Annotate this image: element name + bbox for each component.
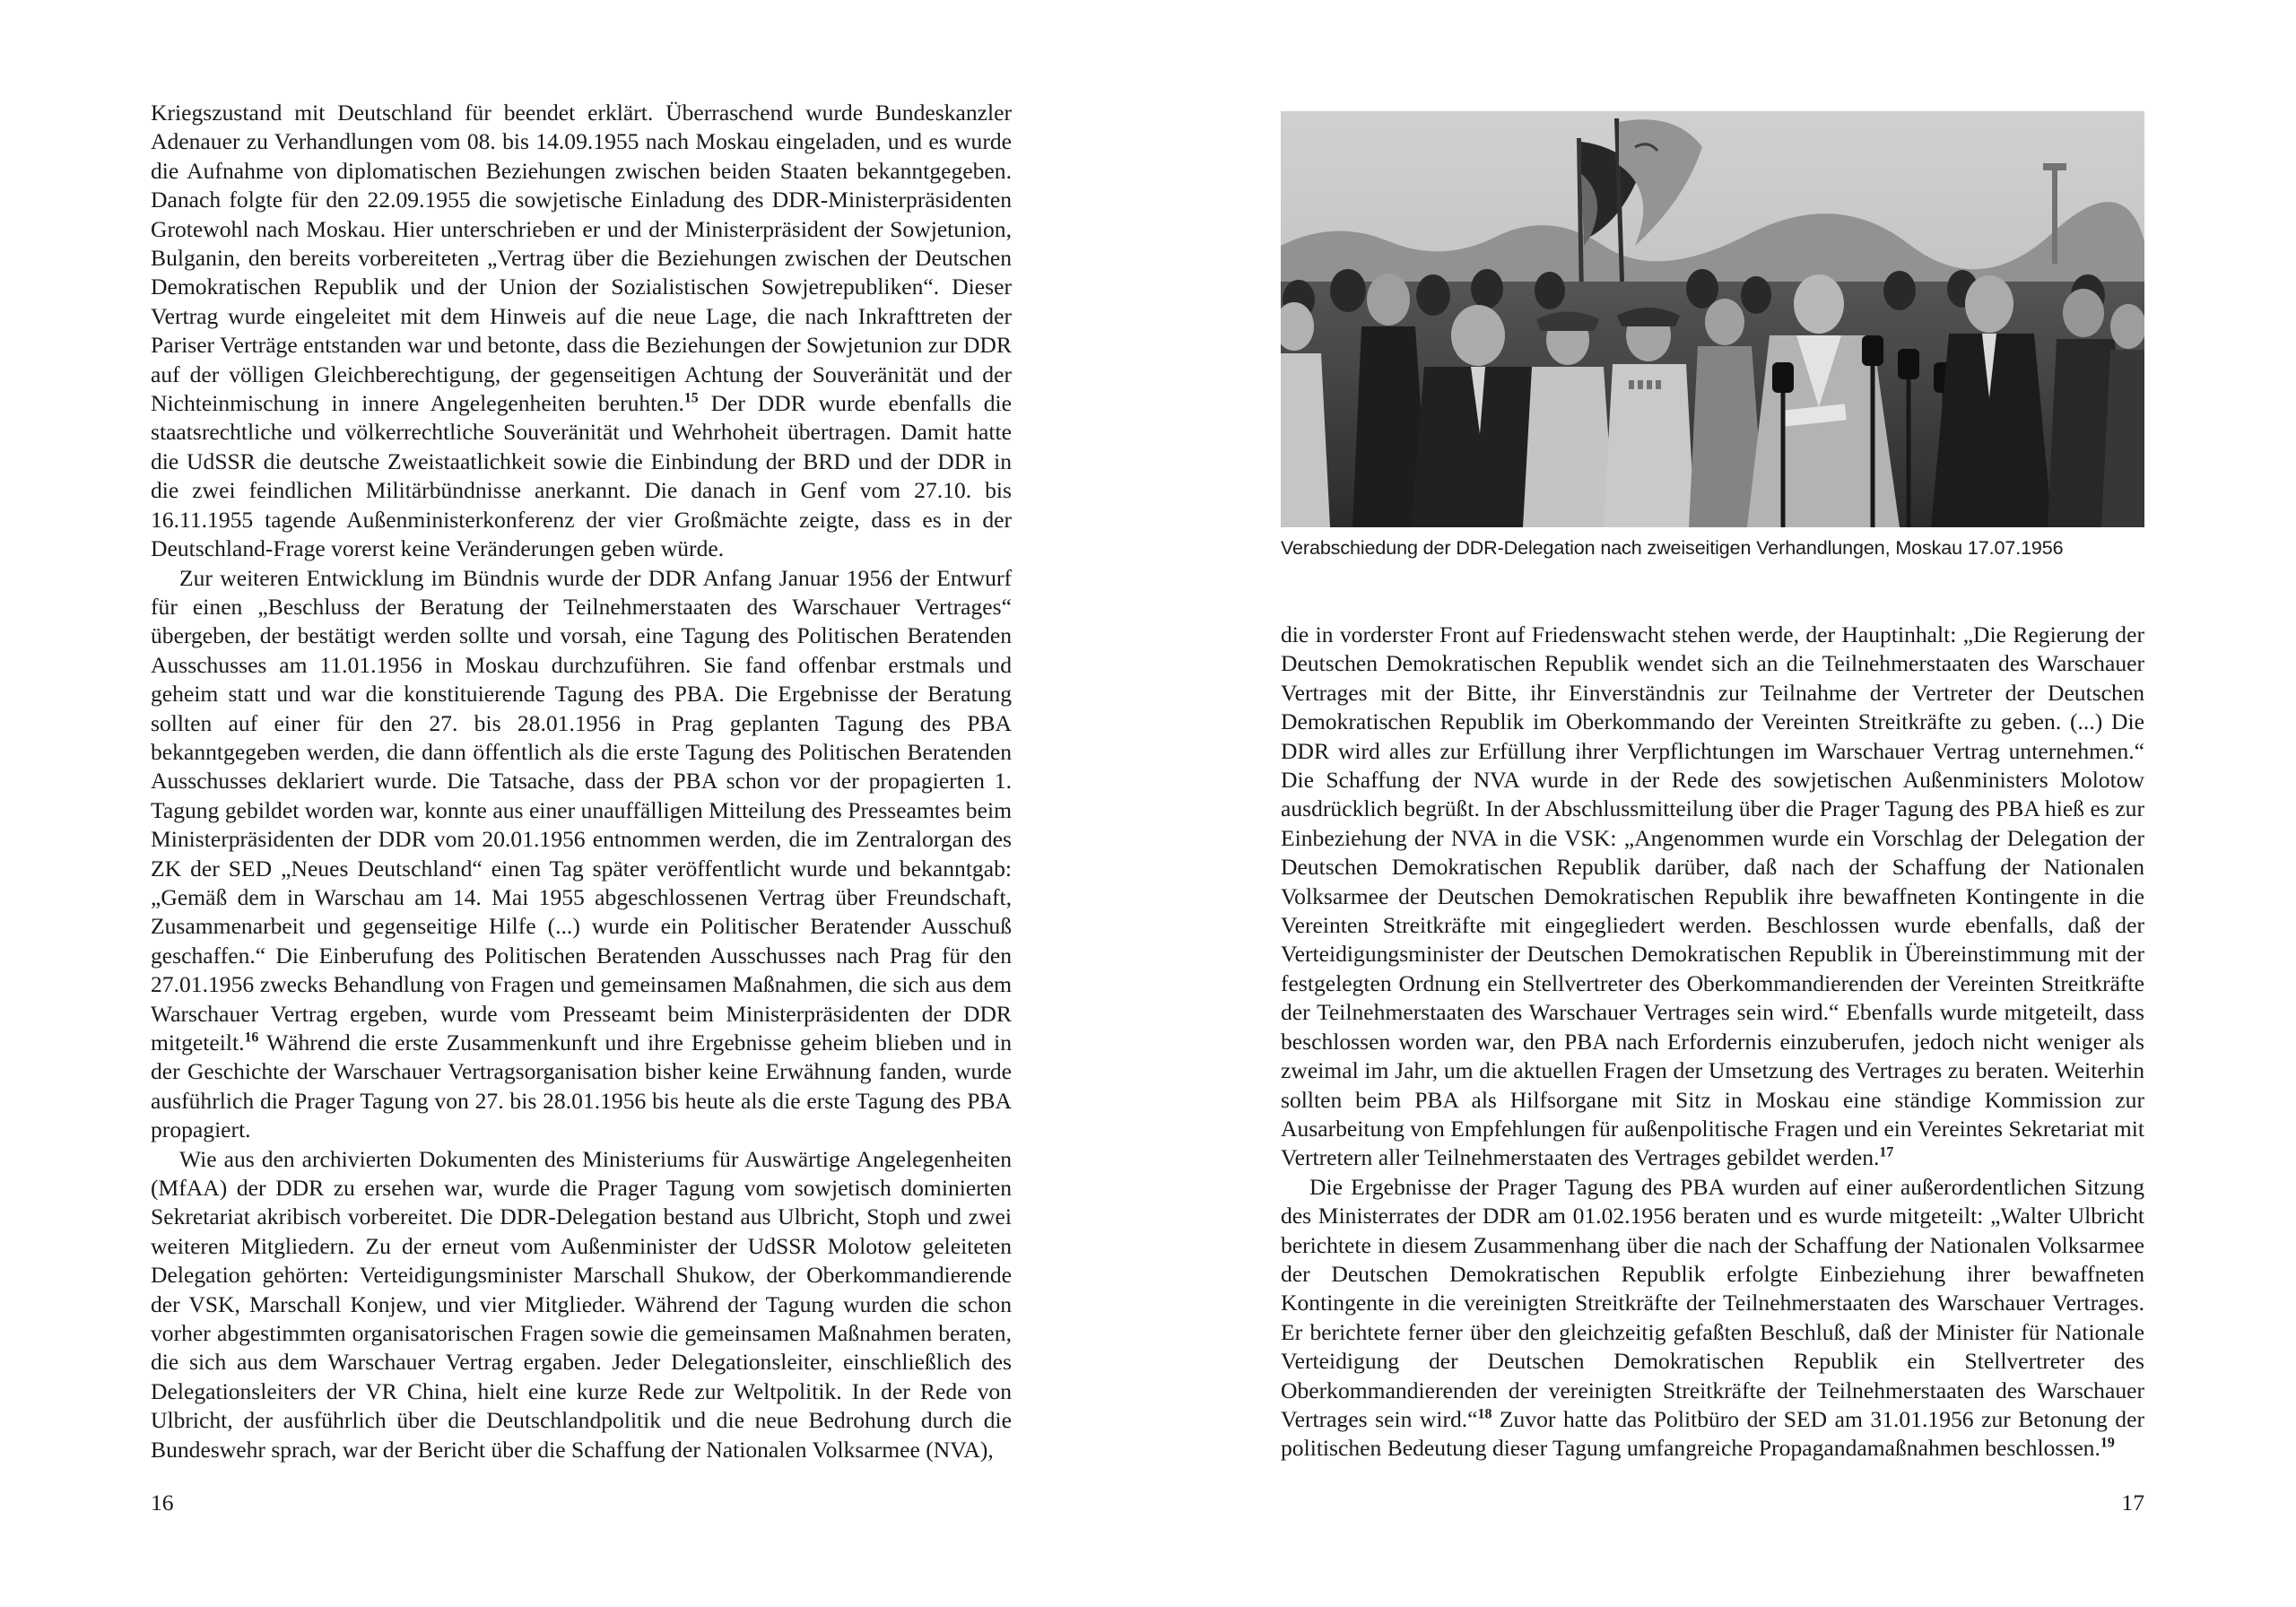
page-number-right: 17 [2121,1490,2144,1516]
footnote-marker-15[interactable]: 15 [683,390,699,406]
footnote-marker-19[interactable]: 19 [2100,1435,2115,1451]
footnote-marker-17[interactable]: 17 [1879,1144,1894,1160]
left-paragraph-3: Wie aus den archivierten Dokumenten des Ministeriums für Auswärtige Angelegenheiten (MfAA) der DDR zu ersehen war, wurde die Prager Tagung vom sowjetisch dominierten Sekretariat akribisch vorbereitet. Die DDR-Delegation bestand aus Ulbricht, Stoph und zwei weiteren Mitgliedern. Zu der erneut vom Außenminister der UdSSR Molotow geleiteten Delegation gehörten: Verteidigungsminister Marschall Shukow, der Oberkommandierende der VSK, Marschall Konjew, und vier Mitglieder. Während der Tagung wurden die schon vorher abgestimmten organisatorischen Fragen sowie die gemeinsamen Maßnahmen beraten, die sich aus dem Warschauer Vertrag ergaben. Jeder Delegationsleiter, einschließlich des Delegationsleiters der VR China, hielt eine kurze Rede zur Weltpolitik. In der Rede von Ulbricht, der ausführlich über die Deutschlandpolitik und die neue Bedrohung durch die Bundeswehr sprach, war der Bericht über die Schaffung der Nationalen Volksarmee (NVA), [151,1145,1012,1463]
delegation-photo-illustration [1281,111,2144,527]
left-paragraph-1 [151,99,1012,564]
footnote-marker-18[interactable]: 18 [1477,1406,1492,1422]
left-page [151,0,1012,1607]
right-page [1281,0,2144,1607]
footnote-marker-16[interactable]: 16 [244,1029,259,1046]
delegation-photo [1281,111,2144,527]
right-paragraph-1 [1281,621,2144,1173]
left-paragraph-2-continuation: Während die erste Zusammenkunft und ihre Ergebnisse geheim blieben und in der Geschichte der Warschauer Vertragsorganisation bisher keine Erwähnung fanden, wurde ausführlich die Prager Tagung von 27. bis 28.01.1956 bis heute als die erste Tagung des PBA propagiert. [151,1029,1012,1143]
right-paragraph-2 [1281,1173,2144,1464]
left-paragraph-2-text: Zur weiteren Entwicklung im Bündnis wurde der DDR Anfang Januar 1956 der Entwurf für einen „Beschluss der Beratung der Teilnehmerstaaten des Warschauer Vertrages“ übergeben, der bestätigt werden sollte und vorsah, eine Tagung des Politischen Beratenden Ausschusses am 11.01.1956 in Moskau durchzuführen. Sie fand offenbar erstmals und geheim statt und war die konstituierende Tagung des PBA. Die Ergebnisse der Beratung sollten auf einer für den 27. bis 28.01.1956 in Prag geplanten Tagung des PBA bekanntgegeben werden, die dann öffentlich als die erste Tagung des Politischen Beratenden Ausschusses deklariert wurde. Die Tatsache, dass der PBA schon vor der propagierten 1. Tagung gebildet worden war, konnte aus einer unauffälligen Mitteilung des Presseamtes beim Ministerpräsidenten der DDR vom 20.01.1956 entnommen werden, die im Zentralorgan des ZK der SED „Neues Deutschland“ einen Tag später veröffentlicht wurde und bekanntgab: „Gemäß dem in Warschau am 14. Mai 1955 abgeschlossenen Vertrag über Freundschaft, Zusammenarbeit und gegenseitige Hilfe (...) wurde ein Politischer Beratender Ausschuß geschaffen.“ Die Einberufung des Politischen Beratenden Ausschusses nach Prag für den 27.01.1956 zwecks Behandlung von Fragen und gemeinsamen Maßnahmen, die sich aus dem Warschauer Vertrag ergeben, wurde vom Presseamt beim Ministerpräsidenten der DDR mitgeteilt. [151,564,1012,1055]
left-page-text-column [151,99,1012,1464]
left-paragraph-1-text: Kriegszustand mit Deutschland für beendet erklärt. Überraschend wurde Bundeskanzler Adenauer zu Verhandlungen vom 08. bis 14.09.1955 nach Moskau eingeladen, und es wurde die Aufnahme von diplomatischen Beziehungen zwischen beiden Staaten bekanntgegeben. Danach folgte für den 22.09.1955 die sowjetische Einladung des DDR-Ministerpräsidenten Grotewohl nach Moskau. Hier unterschrieben er und der Ministerpräsident der Sowjetunion, Bulganin, den bereits vorbereiteten „Vertrag über die Beziehungen zwischen der Deutschen Demokratischen Republik und der Union der Sozialistischen Sowjetrepubliken“. Dieser Vertrag wurde eingeleitet mit dem Hinweis auf die neue Lage, die nach Inkrafttreten der Pariser Verträge entstanden war und betonte, dass die Beziehungen der Sowjetunion zur DDR auf der völligen Gleichberechtigung, der gegenseitigen Achtung der Souveränität und der Nichteinmischung in innere Angelegenheiten beruhten. [151,100,1012,417]
photo-caption: Verabschiedung der DDR-Delegation nach zweiseitigen Verhandlungen, Moskau 17.07.1956 [1281,537,2064,559]
page-number-left: 16 [151,1490,174,1516]
left-paragraph-2 [151,564,1012,1145]
right-paragraph-1-text: die in vorderster Front auf Friedenswacht stehen werde, der Hauptinhalt: „Die Regierung der Deutschen Demokratischen Republik wendet sich an die Teilnehmerstaaten des Warschauer Vertrages mit der Bitte, ihr Einverständnis zur Teilnahme der Vertreter der Deutschen Demokratischen Republik im Oberkommando der Vereinten Streitkräfte zu geben. (...) Die DDR wird alles zur Erfüllung ihrer Verpflichtungen im Warschauer Vertrag unternehmen.“ Die Schaffung der NVA wurde in der Rede des sowjetischen Außenministers Molotow ausdrücklich begrüßt. In der Abschlussmitteilung über die Prager Tagung des PBA hieß es zur Einbeziehung der NVA in die VSK: „Angenommen wurde ein Vorschlag der Delegation der Deutschen Demokratischen Republik darüber, daß nach der Schaffung der Nationalen Volksarmee der Deutschen Demokratischen Republik ihre bewaffneten Kontingente in die Vereinten Streitkräfte mit eingegliedert werden. Beschlossen wurde ebenfalls, daß der Verteidigungsminister der Deutschen Demokratischen Republik in Übereinstimmung mit der festgelegten Ordnung ein Stellvertreter des Oberkommandierenden der Vereinten Streitkräfte der Teilnehmerstaaten des Warschauer Vertrages sein wird.“ Ebenfalls wurde mitgeteilt, dass beschlossen worden war, den PBA nach Erfordernis einzuberufen, jedoch nicht weniger als zweimal im Jahr, um die aktuellen Fragen der Umsetzung des Vertrages zu beraten. Weiterhin sollten beim PBA als Hilfsorgane mit Sitz in Moskau eine ständige Kommission zur Ausarbeitung von Empfehlungen für außenpolitische Fragen und ein Vereintes Sekretariat mit Vertretern aller Teilnehmerstaaten des Vertrages gebildet werden. [1281,621,2144,1171]
right-paragraph-2-continuation: Zuvor hatte das Politbüro der SED am 31.01.1956 zur Betonung der politischen Bedeutung dieser Tagung umfangreiche Propagandamaßnahmen beschlossen. [1281,1405,2144,1462]
left-paragraph-1-continuation: Der DDR wurde ebenfalls die staatsrechtliche und völkerrechtliche Souveränität und Wehrhoheit übertragen. Damit hatte die UdSSR die deutsche Zweistaatlichkeit sowie die Einbindung der BRD und der DDR in die zwei feindlichen Militärbündnisse anerkannt. Die danach in Genf vom 27.10. bis 16.11.1955 tagende Außenministerkonferenz der vier Großmächte zeigte, dass es in der Deutschland-Frage vorerst keine Veränderungen geben würde. [151,390,1013,562]
right-page-text-column [1281,621,2144,1464]
right-paragraph-2-text: Die Ergebnisse der Prager Tagung des PBA wurden auf einer außerordentlichen Sitzung des Ministerrates der DDR am 01.02.1956 beraten und es wurde mitgeteilt: „Walter Ulbricht berichtete in diesem Zusammenhang über die nach der Schaffung der Nationalen Volksarmee der Deutschen Demokratischen Republik erfolgte Einbeziehung ihrer bewaffneten Kontingente in die vereinigten Streitkräfte der Teilnehmerstaaten des Warschauer Vertrages. Er berichtete ferner über den gleichzeitig gefaßten Beschluß, daß der Minister für Nationale Verteidigung der Deutschen Demokratischen Republik ein Stellvertreter des Oberkommandierenden der vereinigten Streitkräfte der Teilnehmerstaaten des Warschauer Vertrages sein wird.“ [1281,1173,2144,1432]
